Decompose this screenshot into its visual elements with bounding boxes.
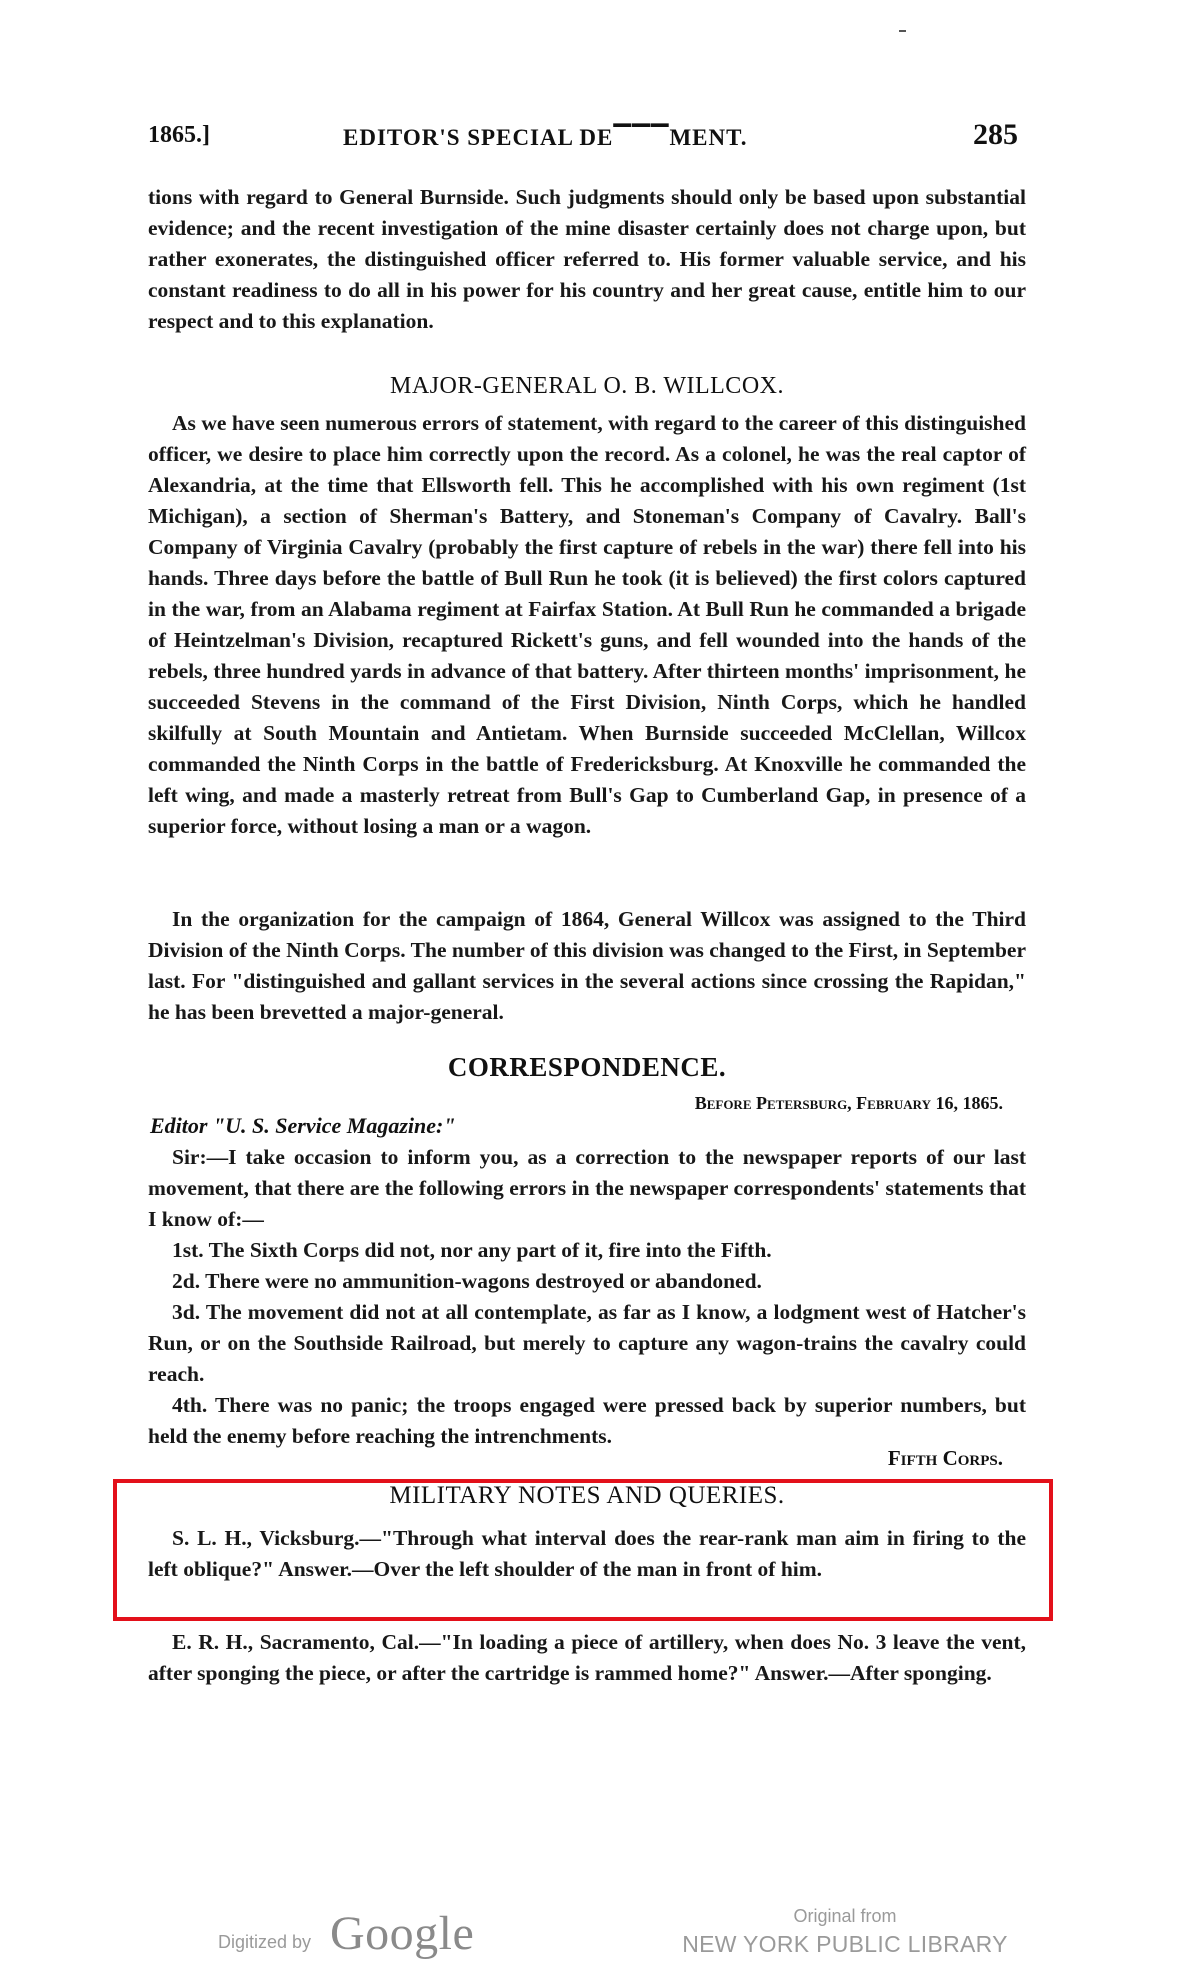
willcox-heading: MAJOR-GENERAL O. B. WILLCOX. <box>390 373 784 399</box>
notes-heading: MILITARY NOTES AND QUERIES. <box>389 1482 785 1509</box>
scan-mark <box>899 30 906 32</box>
header-year: 1865.] <box>148 122 210 148</box>
header-title: EDITOR'S SPECIAL DE▔▔▔MENT. <box>343 125 748 150</box>
letter-item-4: 4th. There was no panic; the troops engaged were pressed back by superior numbers, but held the enemy before reaching the intrenchments. <box>148 1393 1026 1448</box>
willcox-paragraph-1: As we have seen numerous errors of statement, with regard to the career of this distinguished officer, we desire to place him correctly upon the record. As a colonel, he was the real captor of Alexandria, at the time that Ellsworth fell. This he accomplished with his own regiment (1st Michigan), a section of Sherman's Battery, and Stoneman's Company of Cavalry. Ball's Company of Virginia Cavalry (probably the first capture of rebels in the war) there fell into his hands. Three days before the battle of Bull Run he took (it is believed) the first colors captured in the war, from an Alabama regiment at Fairfax Station. At Bull Run he commanded a brigade of Heintzelman's Division, recaptured Rickett's guns, and fell wounded into the hands of the rebels, three hundred yards in advance of that battery. After thirteen months' imprisonment, he succeeded Stevens in the command of the First Division, Ninth Corps, which he handled skilfully at South Mountain and Antietam. When Burnside succeeded McClellan, Willcox commanded the Ninth Corps in the battle of Fredericksburg. At Knoxville he commanded the left wing, and made a masterly retreat from Bull's Gap to Cumberland Gap, in presence of a superior force, without losing a man or a wagon. <box>148 411 1026 838</box>
letter-signature: Fifth Corps. <box>887 1446 1003 1470</box>
intro-paragraph: tions with regard to General Burnside. Such judgments should only be based upon substantial evidence; and the recent investigation of the mine disaster certainly does not charge upon, but rather exonerates, the distinguished officer referred to. His former valuable service, and his constant readiness to do all in his power for his country and her great cause, entitle him to our respect and to this explanation. <box>148 185 1026 333</box>
correspondence-heading: CORRESPONDENCE. <box>447 1052 727 1082</box>
query-2: E. R. H., Sacramento, Cal.—"In loading a piece of artillery, when does No. 3 leave the vent, after sponging the piece, or after the cartridge is rammed home?" Answer.—After sponging. <box>148 1630 1026 1685</box>
letter-opening: Sir:—I take occasion to inform you, as a correction to the newspaper reports of our last movement, that there are the following errors in the newspaper correspondents' statements that I know of:— <box>148 1145 1026 1231</box>
source-credit <box>680 1906 1010 1958</box>
letter-item-3: 3d. The movement did not at all contemplate, as far as I know, a lodgment west of Hatcher's Run, or on the Southside Railroad, but merely to capture any wagon-trains the cavalry could reach. <box>148 1300 1026 1386</box>
letter-item-1: 1st. The Sixth Corps did not, nor any part of it, fire into the Fifth. <box>172 1238 772 1262</box>
willcox-paragraph-2: In the organization for the campaign of 1864, General Willcox was assigned to the Third Division of the Ninth Corps. The number of this division was changed to the First, in September last. For "distinguished and gallant services in the several actions since crossing the Rapidan," he has been brevetted a major-general. <box>148 907 1026 1024</box>
google-logo: Google <box>330 1907 475 1960</box>
page-number: 285 <box>973 118 1018 151</box>
letter-item-2: 2d. There were no ammunition-wagons destroyed or abandoned. <box>172 1269 762 1293</box>
running-header <box>148 118 1038 158</box>
letter-dateline: Before Petersburg, February 16, 1865. <box>694 1093 1003 1113</box>
editor-salutation: Editor "U. S. Service Magazine:" <box>150 1113 456 1138</box>
query-1: S. L. H., Vicksburg.—"Through what interval does the rear-rank man aim in firing to the left oblique?" Answer.—Over the left shoulder of the man in front of him. <box>148 1526 1026 1581</box>
digitized-label: Digitized by <box>218 1932 312 1952</box>
library-name: NEW YORK PUBLIC LIBRARY <box>682 1931 1008 1957</box>
original-from-label: Original from <box>793 1906 897 1926</box>
